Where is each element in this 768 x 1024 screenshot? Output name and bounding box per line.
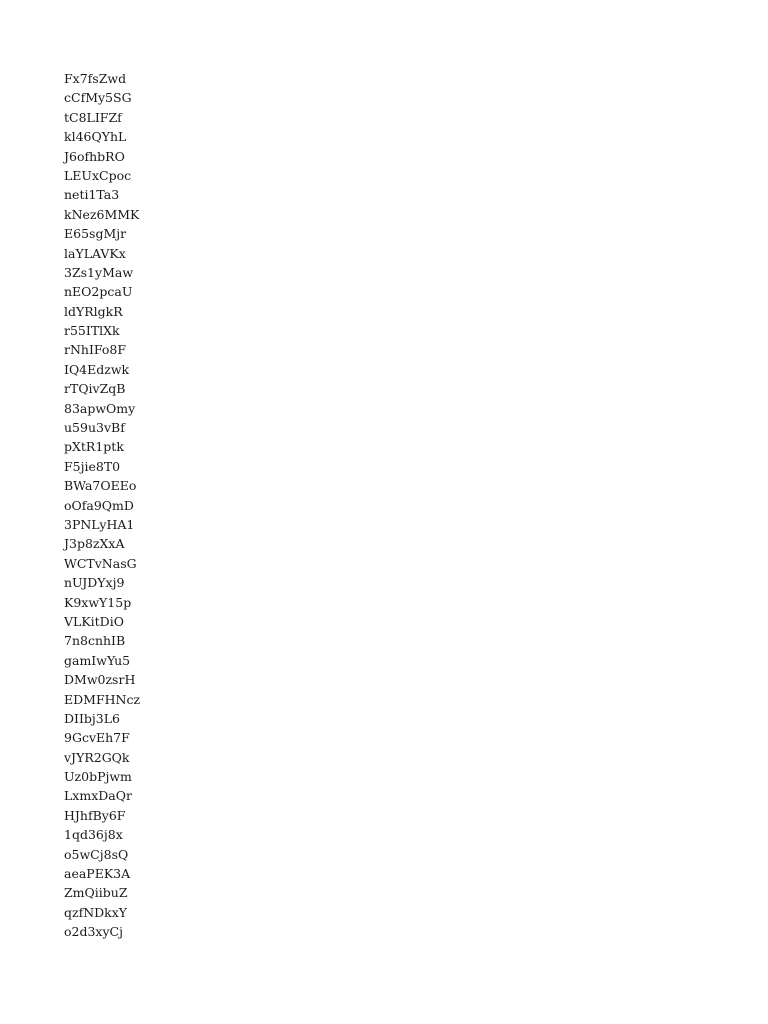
text-line: o5wCj8sQ <box>64 846 129 862</box>
text-line: 3PNLyHA1 <box>64 516 135 532</box>
text-line: cCfMy5SG <box>64 90 132 106</box>
text-line: Uz0bPjwm <box>64 769 132 785</box>
text-line: laYLAVKx <box>64 245 126 261</box>
text-line: kNez6MMK <box>64 206 140 222</box>
text-line: rNhIFo8F <box>64 342 127 358</box>
text-line: nUJDYxj9 <box>64 575 125 591</box>
text-line: BWa7OEEo <box>64 478 137 494</box>
text-line: neti1Ta3 <box>64 187 120 203</box>
text-line: kl46QYhL <box>64 129 127 145</box>
text-line: o2d3xyCj <box>64 924 123 940</box>
text-line: vJYR2GQk <box>64 749 130 765</box>
text-line: Fx7fsZwd <box>64 71 127 86</box>
text-line: 9GcvEh7F <box>64 730 130 746</box>
text-line: 3Zs1yMaw <box>64 264 134 280</box>
text-line: WCTvNasG <box>64 555 137 571</box>
text-line: 7n8cnhIB <box>64 633 126 649</box>
text-line: DIIbj3L6 <box>64 710 120 726</box>
text-line: F5jie8T0 <box>64 458 121 474</box>
text-line: LxmxDaQr <box>64 788 132 804</box>
text-line: r55ITlXk <box>64 323 120 339</box>
text-line: aeaPEK3A <box>64 866 131 882</box>
text-line: HJhfBy6F <box>64 807 126 823</box>
text-line: pXtR1ptk <box>64 439 124 455</box>
text-line: u59u3vBf <box>64 420 125 436</box>
text-line: ZmQiibuZ <box>64 885 128 901</box>
text-line-list <box>64 69 140 942</box>
text-line: 83apwOmy <box>64 400 136 416</box>
text-line: rTQivZqB <box>64 381 126 397</box>
text-line: E65sgMjr <box>64 226 127 242</box>
text-line: K9xwY15p <box>64 594 132 610</box>
text-line: 1qd36j8x <box>64 827 123 843</box>
text-line: VLKitDiO <box>64 613 124 629</box>
text-line: nEO2pcaU <box>64 284 133 300</box>
text-line: J6ofhbRO <box>64 148 125 164</box>
text-line: DMw0zsrH <box>64 672 136 688</box>
text-line: tC8LIFZf <box>64 109 122 125</box>
text-line: EDMFHNcz <box>64 691 141 707</box>
text-line: oOfa9QmD <box>64 497 134 513</box>
text-line: gamIwYu5 <box>64 652 131 668</box>
text-line: J3p8zXxA <box>64 536 125 552</box>
text-line: LEUxCpoc <box>64 167 132 183</box>
text-line: qzfNDkxY <box>64 904 128 920</box>
text-line: IQ4Edzwk <box>64 361 130 377</box>
text-line: ldYRlgkR <box>64 303 123 319</box>
